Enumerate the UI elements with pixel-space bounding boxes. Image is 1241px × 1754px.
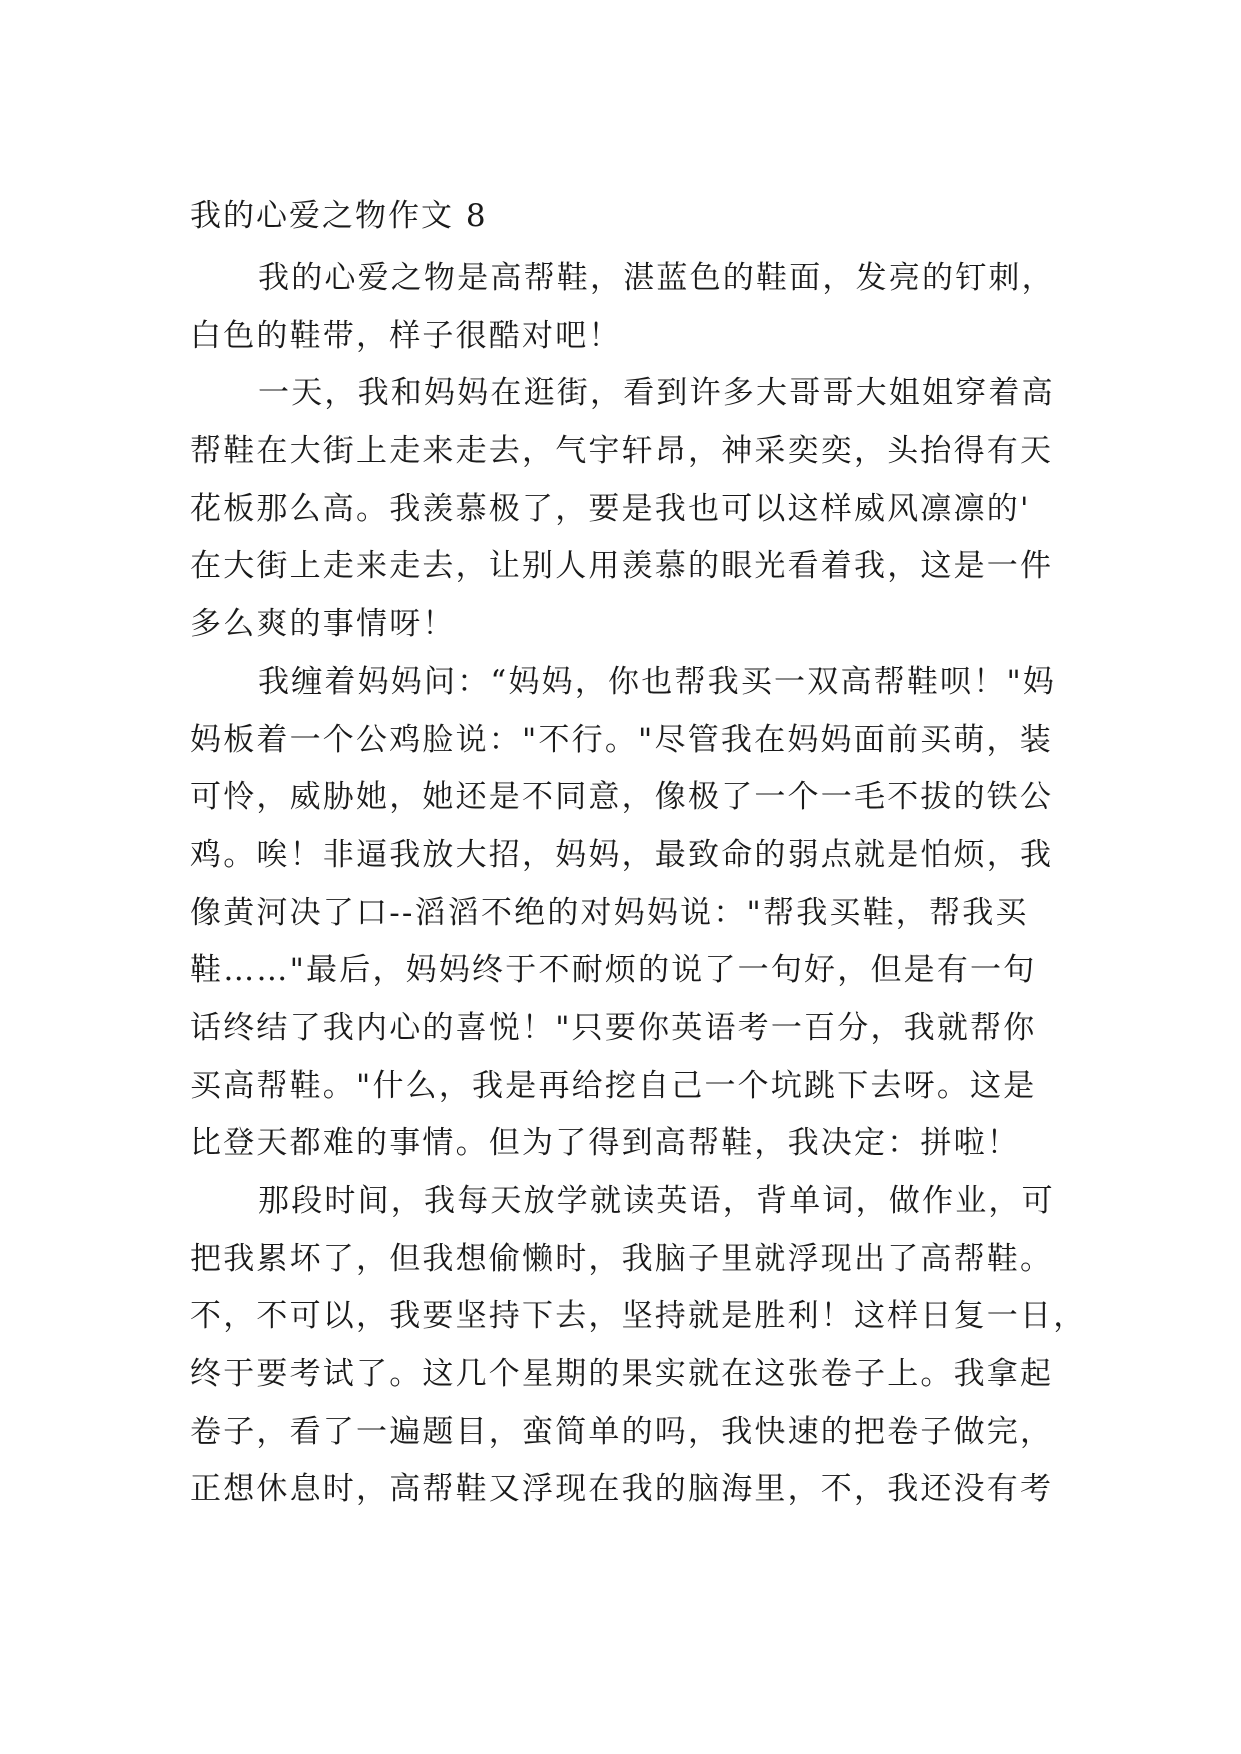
- text-line: 在大街上走来走去，让别人用羡慕的眼光看着我，这是一件: [190, 548, 1054, 585]
- text-line: 话终结了我内心的喜悦！"只要你英语考一百分，我就帮你: [190, 1009, 1037, 1046]
- text-line: 可怜，威胁她，她还是不同意，像极了一个一毛不拔的铁公: [190, 779, 1054, 816]
- text-line: 买高帮鞋。"什么，我是再给挖自己一个坑跳下去呀。这是: [190, 1067, 1037, 1104]
- text-line: 我缠着妈妈问：“妈妈，你也帮我买一双高帮鞋呗！"妈: [258, 663, 1057, 700]
- text-line: 那段时间，我每天放学就读英语，背单词，做作业，可: [258, 1183, 1055, 1219]
- text-line: 多么爽的事情呀！: [190, 606, 456, 643]
- text-line: 把我累坏了，但我想偷懒时，我脑子里就浮现出了高帮鞋。: [190, 1240, 1054, 1277]
- text-line: 鸡。唉！非逼我放大招，妈妈，最致命的弱点就是怕烦，我: [190, 836, 1054, 873]
- text-line: 花板那么高。我羡慕极了，要是我也可以这样威风凛凛的': [190, 490, 1031, 527]
- text-line: 妈板着一个公鸡脸说："不行。"尽管我在妈妈面前买萌，装: [190, 721, 1053, 758]
- document-body: [190, 250, 1087, 1519]
- text-line: 帮鞋在大街上走来走去，气宇轩昂，神采奕奕，头抬得有天: [190, 433, 1054, 470]
- text-line: 卷子，看了一遍题目，蛮简单的吗，我快速的把卷子做完，: [190, 1413, 1054, 1450]
- document-title: 我的心爱之物作文 8: [190, 198, 488, 234]
- text-line: 正想休息时，高帮鞋又浮现在我的脑海里，不，我还没有考: [190, 1471, 1054, 1508]
- text-line: 像黄河决了口--滔滔不绝的对妈妈说："帮我买鞋，帮我买: [190, 894, 1029, 931]
- text-line: 终于要考试了。这几个星期的果实就在这张卷子上。我拿起: [190, 1356, 1054, 1393]
- text-line: 白色的鞋带，样子很酷对吧！: [190, 317, 622, 354]
- text-line: 比登天都难的事情。但为了得到高帮鞋，我决定：拼啦！: [190, 1125, 1020, 1162]
- text-line: 不，不可以，我要坚持下去，坚持就是胜利！这样日复一日，: [190, 1298, 1087, 1335]
- text-line: 我的心爱之物是高帮鞋，湛蓝色的鞋面，发亮的钉刺，: [258, 260, 1055, 296]
- text-line: 鞋……"最后，妈妈终于不耐烦的说了一句好，但是有一句: [190, 952, 1037, 989]
- text-line: 一天，我和妈妈在逛街，看到许多大哥哥大姐姐穿着高: [258, 375, 1055, 412]
